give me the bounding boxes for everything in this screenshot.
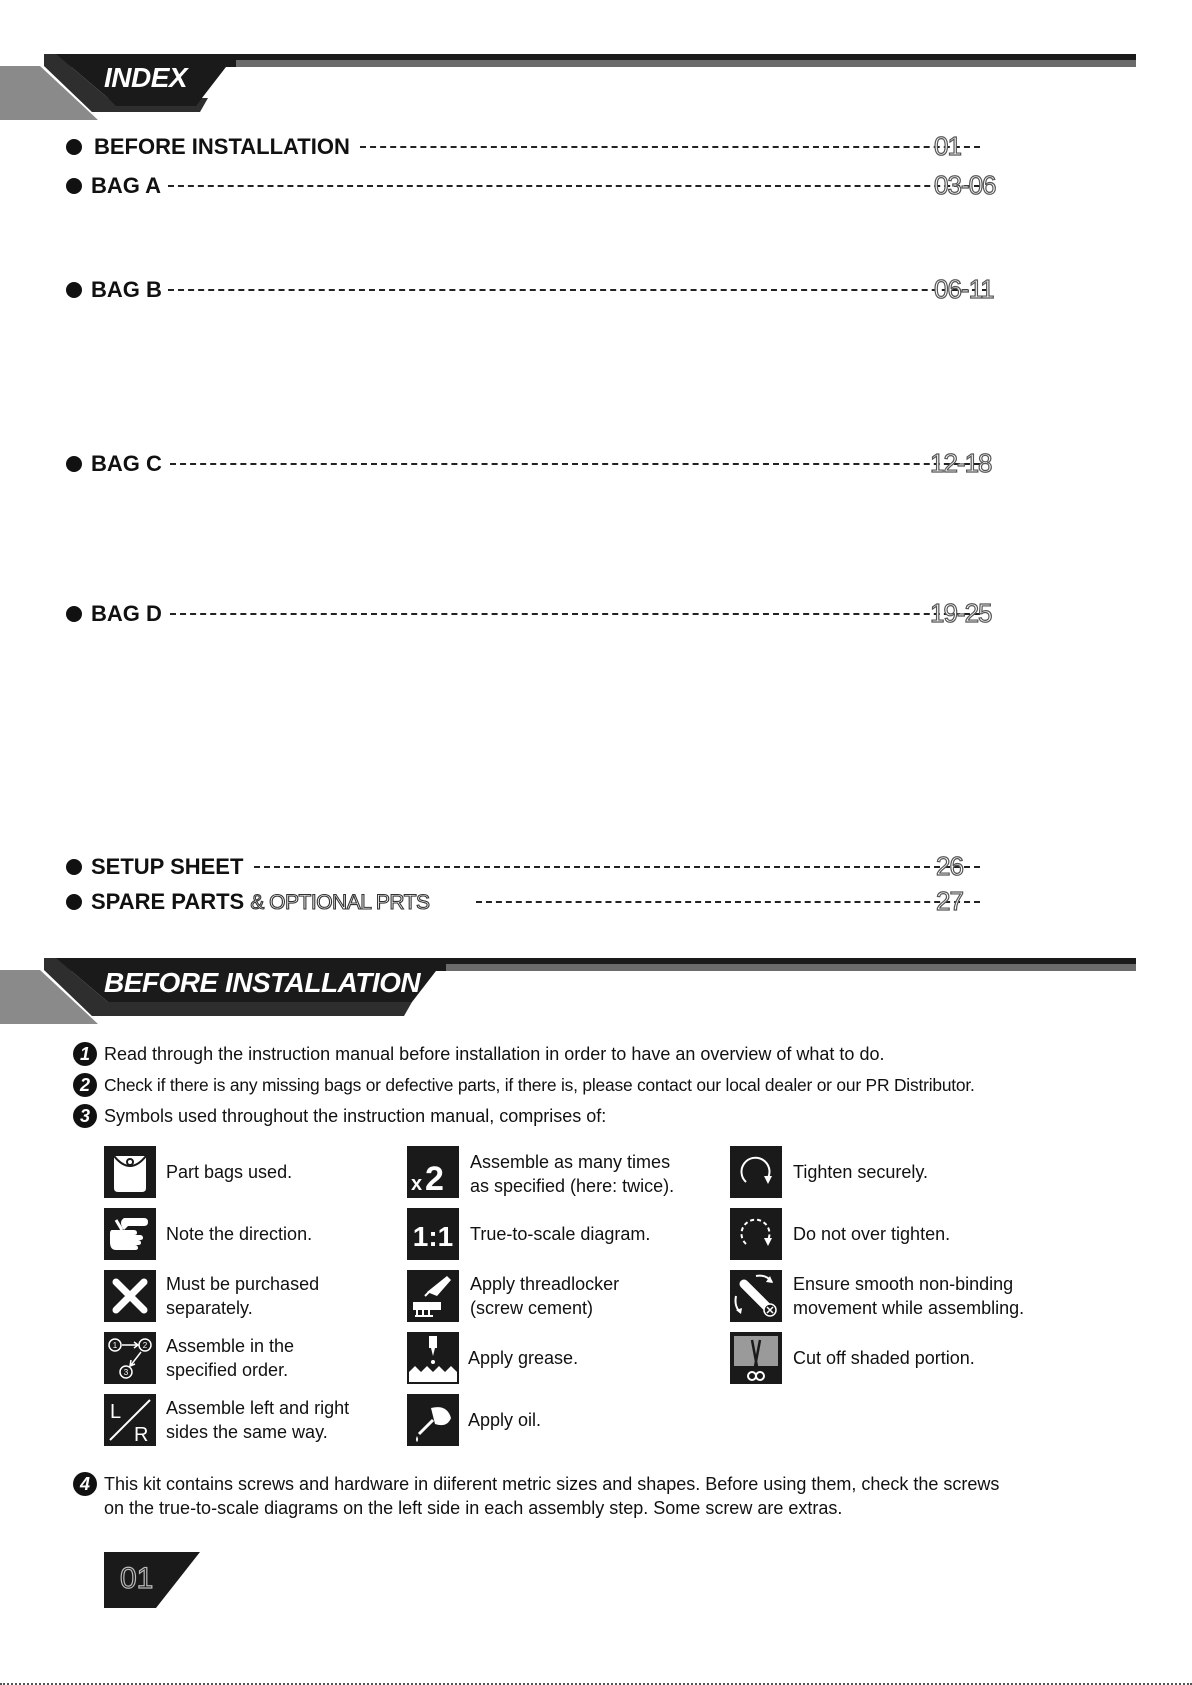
symbol-desc-smooth-1: Ensure smooth non-binding [793, 1274, 1014, 1294]
index-page-number: 06-11 [934, 274, 994, 304]
index-banner [0, 54, 1136, 124]
index-page-number: 12-18 [930, 448, 992, 478]
index-label: SETUP SHEET [91, 854, 244, 879]
step-number-3: 3 [73, 1104, 97, 1128]
svg-text:2: 2 [425, 1160, 444, 1198]
svg-text:3: 3 [123, 1368, 129, 1377]
symbol-desc-oil: Apply oil. [468, 1410, 542, 1430]
step-number-1: 1 [73, 1042, 97, 1066]
index-row-setup-sheet[interactable] [64, 851, 1004, 883]
index-label [91, 889, 432, 915]
leader-dots [170, 613, 980, 615]
symbol-desc-order-1: Assemble in the [166, 1336, 295, 1356]
leader-dots [360, 146, 980, 148]
index-row-bag-a[interactable] [64, 170, 1004, 202]
symbol-desc-order-2: specified order. [166, 1360, 289, 1380]
leader-dots [168, 185, 980, 187]
bullet-icon [66, 606, 82, 622]
index-label: BAG D [91, 601, 162, 626]
scissors-icon [730, 1332, 782, 1384]
svg-text:2: 2 [142, 1341, 148, 1350]
symbol-desc-tighten: Tighten securely. [793, 1162, 929, 1182]
step-text-4-line-2: on the true-to-scale diagrams on the left side in each assembly step. Some screw are extras. [104, 1498, 843, 1518]
svg-text:x: x [411, 1173, 423, 1195]
pointing-hand-icon [104, 1208, 156, 1260]
symbol-desc-times-2: as specified (here: twice). [470, 1176, 675, 1196]
leader-dots [476, 901, 980, 903]
index-page-number: 26 [936, 851, 963, 881]
index-row-bag-c[interactable] [64, 448, 1004, 480]
leader-dots [168, 289, 988, 291]
svg-text:R: R [134, 1424, 149, 1446]
svg-text:L: L [110, 1401, 122, 1423]
order-sequence-icon [104, 1332, 156, 1384]
dashed-tighten-icon [730, 1208, 782, 1260]
before-installation-banner [0, 958, 1136, 1028]
before-installation-title: BEFORE INSTALLATION [104, 967, 421, 998]
symbol-desc-times-1: Assemble as many times [470, 1152, 671, 1172]
symbol-desc-threadlocker-1: Apply threadlocker [470, 1274, 620, 1294]
step-text-4-line-1: This kit contains screws and hardware in diiferent metric sizes and shapes. Before using them, check the screws [104, 1474, 1000, 1494]
bag-icon [104, 1146, 156, 1198]
leader-dots [254, 866, 980, 868]
left-right-icon [104, 1394, 156, 1446]
index-label: BAG A [91, 173, 162, 198]
symbol-desc-smooth-2: movement while assembling. [793, 1298, 1025, 1318]
symbol-desc-threadlocker-2: (screw cement) [470, 1298, 594, 1318]
threadlocker-icon [407, 1270, 459, 1322]
scale-1to1-icon [407, 1208, 459, 1260]
svg-text:1:1: 1:1 [412, 1221, 454, 1252]
index-row-bag-d[interactable] [64, 598, 1004, 630]
index-label-main: SPARE PARTS [91, 889, 245, 914]
index-label: BAG B [91, 277, 162, 302]
page-number-tab [104, 1552, 200, 1608]
symbol-desc-direction: Note the direction. [166, 1224, 313, 1244]
index-page-number: 19-25 [930, 598, 992, 628]
smooth-movement-icon [730, 1270, 782, 1322]
page-number: 01 [120, 1562, 154, 1595]
step-text-3: Symbols used throughout the instruction manual, comprises of: [104, 1106, 607, 1126]
index-page-number: 03-06 [934, 170, 996, 200]
symbol-desc-grease: Apply grease. [468, 1348, 579, 1368]
bullet-icon [66, 282, 82, 298]
index-row-before-installation[interactable] [64, 131, 1004, 163]
step-text-1: Read through the instruction manual before installation in order to have an overview of what to do. [104, 1044, 885, 1064]
index-label: BEFORE INSTALLATION [94, 134, 350, 159]
symbol-desc-left-right-2: sides the same way. [166, 1422, 328, 1442]
grease-icon [407, 1332, 459, 1384]
symbol-desc-purchase-1: Must be purchased [166, 1274, 320, 1294]
bullet-icon [66, 456, 82, 472]
step-text-2: Check if there is any missing bags or defective parts, if there is, please contact our local dealer or our PR Distributor. [104, 1075, 975, 1095]
step-number-4: 4 [73, 1472, 97, 1496]
bullet-icon [66, 139, 82, 155]
symbol-desc-cut: Cut off shaded portion. [793, 1348, 975, 1368]
symbol-desc-purchase-2: separately. [166, 1298, 253, 1318]
index-row-bag-b[interactable] [64, 274, 1004, 306]
symbol-desc-no-over-tighten: Do not over tighten. [793, 1224, 951, 1244]
index-page-number: 01 [934, 131, 961, 161]
index-label: BAG C [91, 451, 162, 476]
index-row-spare-parts[interactable] [64, 886, 1004, 918]
symbol-desc-part-bags: Part bags used. [166, 1162, 293, 1182]
bullet-icon [66, 894, 82, 910]
index-title: INDEX [104, 62, 188, 93]
bullet-icon [66, 178, 82, 194]
tighten-arrow-icon [730, 1146, 782, 1198]
bullet-icon [66, 859, 82, 875]
step-number-2: 2 [73, 1073, 97, 1097]
symbol-desc-left-right-1: Assemble left and right [166, 1398, 350, 1418]
svg-text:1: 1 [112, 1341, 118, 1350]
x-mark-icon [104, 1270, 156, 1322]
index-label-optional: & OPTIONAL PRTS [250, 891, 430, 914]
symbol-desc-scale: True-to-scale diagram. [470, 1224, 651, 1244]
index-page-number: 27 [936, 886, 963, 916]
x2-icon [407, 1146, 459, 1198]
leader-dots [170, 463, 980, 465]
oil-can-icon [407, 1394, 459, 1446]
